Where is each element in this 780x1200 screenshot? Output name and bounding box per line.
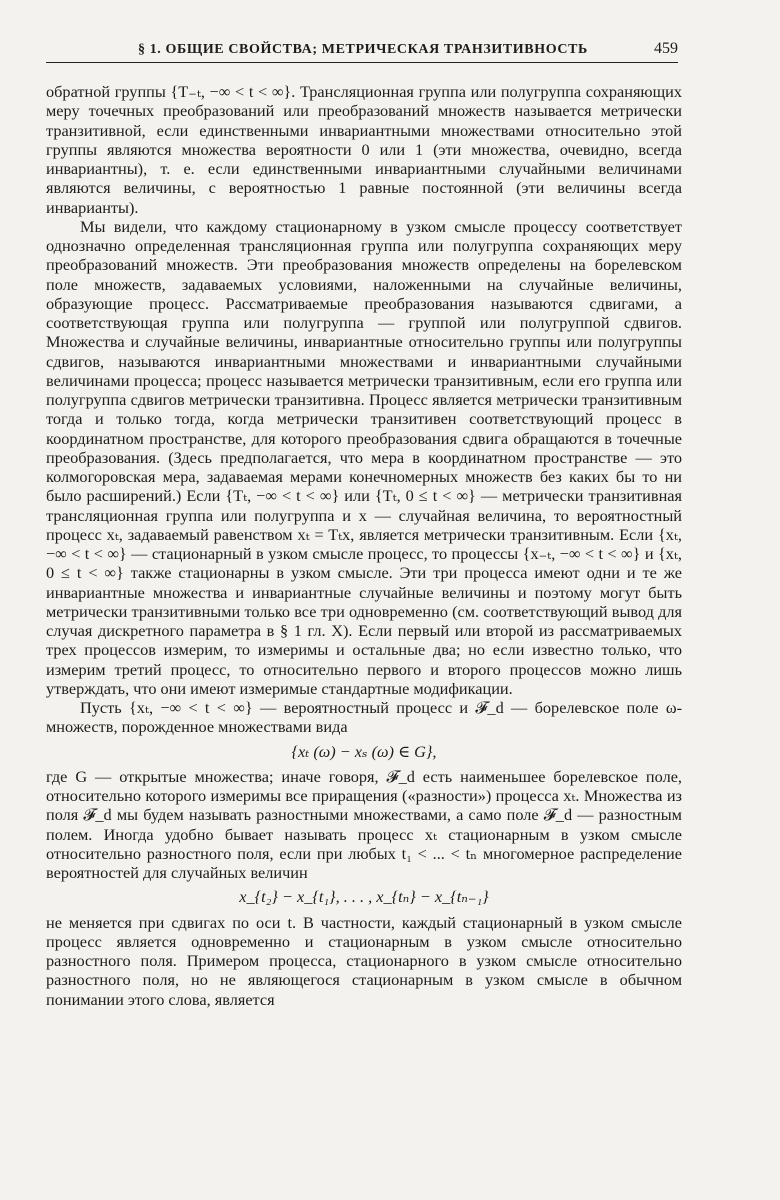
paragraph-2: Мы видели, что каждому стационарному в узком смысле процессу соответствует однозначно определенная трансляционная группа или полугруппа сохраняющих меру преобразований множеств. Эти преобразования множеств определены на борелевском поле множеств, задаваемых условиями, наложенными на случайные величины, образующие процесс. Рассматриваемые преобразования называются сдвигами, а соответствующая группа или полугруппа — группой или полугруппой сдвигов. Множества и случайные величины, инвариантные относительно группы или полугруппы сдвигов, называются инвариантными множествами и инвариантными случайными величинами процесса; процесс называется метрически транзитивным, если его группа или полугруппа сдвигов метрически транзитивна. Процесс является метрически транзитивным тогда и только тогда, когда метрически транзитивен соответствующий процесс в координатном пространстве, для которого преобразования сдвига обращаются в точечные преобразования. (Здесь предполагается, что мера в координатном пространстве — это колмогоровская мера, задаваемая мерами конечномерных множеств без каких бы то ни было расширений.) Если {Tₜ, −∞ < t < ∞} или {Tₜ, 0 ≤ t < ∞} — метрически транзитивная трансляционная группа или полугруппа и x — случайная величина, то вероятностный процесс xₜ, задаваемый равенством xₜ = Tₜx, является метрически транзитивным. Если {xₜ, −∞ < t < ∞} — стационарный в узком смысле процесс, то процессы {x₋ₜ, −∞ < t < ∞} и {xₜ, 0 ≤ t < ∞} также стационарны в узком смысле. Эти три процесса имеют одни и те же инвариантные множества и инвариантные случайные величины и поэтому могут быть метрически транзитивными только все три одновременно (см. соответствующий вывод для случая дискретного параметра в § 1 гл. X). Если первый или второй из рассматриваемых трех процессов измерим, то измеримы и остальные два; но если известно только, что измерим третий процесс, то относительно первого и второго процессов можно лишь утверждать, что они имеют измеримые стандартные модификации. <box>46 216 682 698</box>
page-number: 459 <box>654 40 678 57</box>
formula-increment-set: {xₜ (ω) − xₛ (ω) ∈ G}, <box>291 741 437 761</box>
paragraph-5: не меняется при сдвигах по оси t. В частности, каждый стационарный в узком смысле процесс является одновременно и стационарным в узком смысле относительно разностного поля. Примером процесса, стационарного в узком смысле относительно разностного поля, но не являющегося стационарным в узком смысле в обычном понимании этого слова, является <box>46 912 682 1009</box>
running-head: § 1. ОБЩИЕ СВОЙСТВА; МЕТРИЧЕСКАЯ ТРАНЗИТИВНОСТЬ <box>138 42 588 57</box>
page-header <box>46 40 678 63</box>
paragraph-1: обратной группы {T₋ₜ, −∞ < t < ∞}. Трансляционная группа или полугруппа сохраняющих меру точечных преобразований или преобразований множеств называется метрически транзитивной, если единственными инвариантными множествами относительно этой группы являются множества вероятности 0 или 1 (эти множества, очевидно, всегда инвариантны), т. е. если единственными инвариантными случайными величинами являются величины, с вероятностью 1 равные постоянной (эти величины всегда инварианты). <box>46 82 682 217</box>
paragraph-4: где G — открытые множества; иначе говоря, 𝓕_d есть наименьшее борелевское поле, относительно которого измеримы все приращения («разности») процесса xₜ. Множества из поля 𝓕_d мы будем называть разностными множествами, а само поле 𝓕_d — разностным полем. Иногда удобно бывает называть процесс xₜ стационарным в узком смысле относительно разностного поля, если при любых t₁ < ... < tₙ многомерное распределение вероятностей для случайных величин <box>46 766 682 882</box>
formula-increments: x_{t₂} − x_{t₁}, . . . , x_{tₙ} − x_{tₙ₋₁} <box>239 887 489 907</box>
body-text <box>46 82 682 1009</box>
paragraph-3: Пусть {xₜ, −∞ < t < ∞} — вероятностный процесс и 𝓕_d — борелевское поле ω-множеств, порожденное множествами вида <box>46 698 682 737</box>
